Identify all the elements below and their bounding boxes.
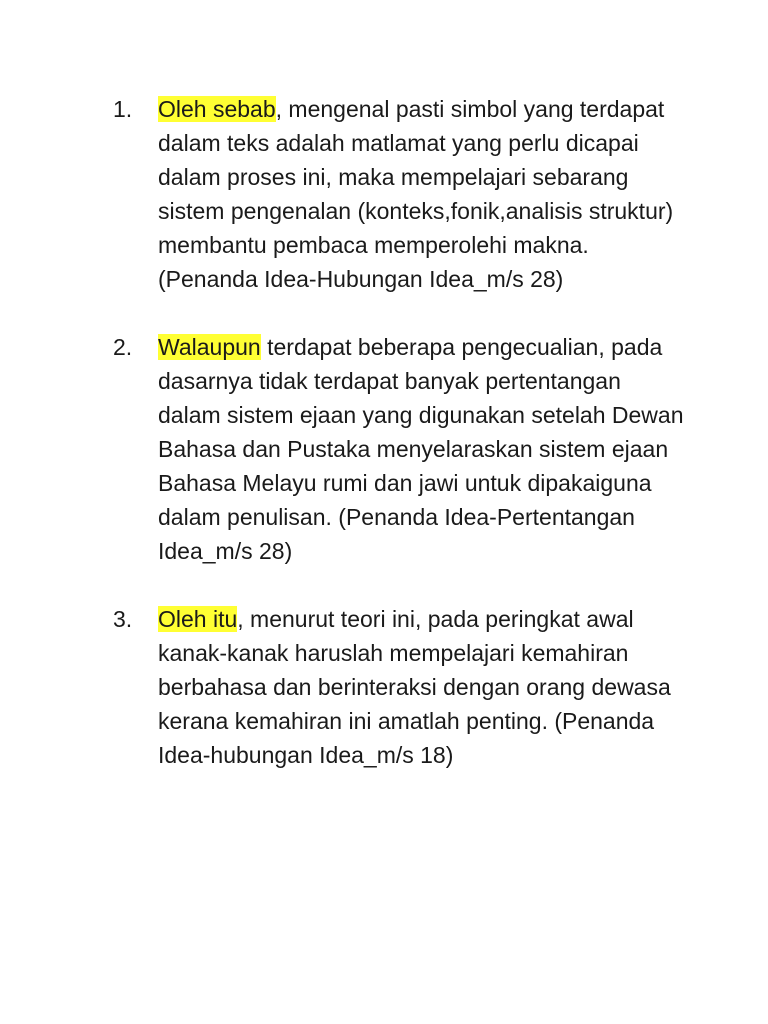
list-number: 3. [113, 606, 133, 632]
numbered-list [113, 92, 733, 772]
list-item-text [158, 602, 688, 772]
list-item [113, 330, 733, 568]
list-item [113, 602, 733, 772]
highlighted-phrase: Oleh sebab [158, 96, 276, 122]
list-number: 1. [113, 96, 133, 122]
highlighted-phrase: Walaupun [158, 334, 261, 360]
list-item-text [158, 330, 688, 568]
paragraph-text: , mengenal pasti simbol yang terdapat dalam teks adalah matlamat yang perlu dicapai dalam proses ini, maka mempelajari sebarang sistem pengenalan (konteks,fonik,analisis struktur) membantu pembaca memperolehi makna. (Penanda Idea-Hubungan Idea_m/s 28) [158, 96, 674, 292]
list-item [113, 92, 733, 296]
list-number: 2. [113, 334, 133, 360]
highlighted-phrase: Oleh itu [158, 606, 238, 632]
paragraph-text: terdapat beberapa pengecualian, pada dasarnya tidak terdapat banyak pertentangan dalam sistem ejaan yang digunakan setelah Dewan Bahasa dan Pustaka menyelaraskan sistem ejaan Bahasa Melayu rumi dan jawi untuk dipakaiguna dalam penulisan. (Penanda Idea-Pertentangan Idea_m/s 28) [158, 334, 684, 564]
paragraph-text: , menurut teori ini, pada peringkat awal kanak-kanak haruslah mempelajari kemahiran berbahasa dan berinteraksi dengan orang dewasa kerana kemahiran ini amatlah penting. (Penanda Idea-hubungan Idea_m/s 18) [158, 606, 671, 768]
list-item-text [158, 92, 688, 296]
